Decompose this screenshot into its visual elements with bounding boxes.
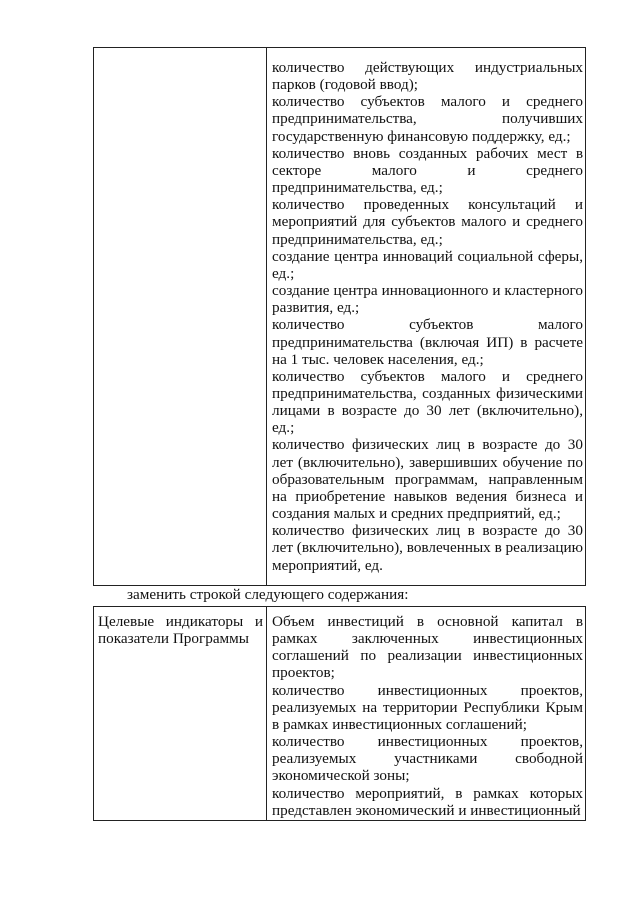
table-column-divider xyxy=(266,607,267,820)
indicator-item: количество инвестиционных проектов, реализуемых участниками свободной экономической зоны; xyxy=(272,733,583,785)
indicator-item: Объем инвестиций в основной капитал в рамках заключенных инвестиционных соглашений по реализации инвестиционных проектов; xyxy=(272,613,583,682)
indicators-table-continued xyxy=(93,47,586,586)
indicator-item: количество проведенных консультаций и мероприятий для субъектов малого и среднего предпринимательства, ед.; xyxy=(272,196,583,248)
indicator-item: количество физических лиц в возрасте до 30 лет (включительно), завершивших обучение по образовательным программам, направленным на приобретение навыков ведения бизнеса и создания малых и средних предприятий, ед.; xyxy=(272,436,583,523)
indicator-item: количество субъектов малого и среднего предпринимательства, получивших государственную финансовую поддержку, ед.; xyxy=(272,93,583,145)
row-label: Целевые индикаторы и показатели Программы xyxy=(98,613,263,648)
indicator-item: количество физических лиц в возрасте до 30 лет (включительно), вовлеченных в реализацию мероприятий, ед. xyxy=(272,522,583,574)
indicator-item: создание центра инноваций социальной сферы, ед.; xyxy=(272,247,583,282)
left-cell-label xyxy=(98,613,263,648)
indicator-item: количество субъектов малого и среднего предпринимательства, созданных физическими лицами в возрасте до 30 лет (включительно), ед.; xyxy=(272,367,583,437)
indicator-item: количество мероприятий, в рамках которых представлен экономический и инвестиционный xyxy=(272,784,583,819)
left-cell-empty xyxy=(94,48,266,585)
right-cell-indicators xyxy=(272,613,583,819)
indicator-item: количество субъектов малого предпринимательства (включая ИП) в расчете на 1 тыс. человек населения, ед.; xyxy=(272,316,583,368)
indicator-item: количество инвестиционных проектов, реализуемых на территории Республики Крым в рамках инвестиционных соглашений; xyxy=(272,681,583,733)
right-cell-indicators xyxy=(272,59,583,574)
indicator-item: создание центра инновационного и кластерного развития, ед.; xyxy=(272,282,583,317)
replace-instruction: заменить строкой следующего содержания: xyxy=(127,586,409,603)
indicator-item: количество вновь созданных рабочих мест в секторе малого и среднего предпринимательства, ед.; xyxy=(272,144,583,197)
table-column-divider xyxy=(266,48,267,585)
indicator-item: количество действующих индустриальных парков (годовой ввод); xyxy=(272,59,583,94)
indicators-table-new xyxy=(93,606,586,821)
